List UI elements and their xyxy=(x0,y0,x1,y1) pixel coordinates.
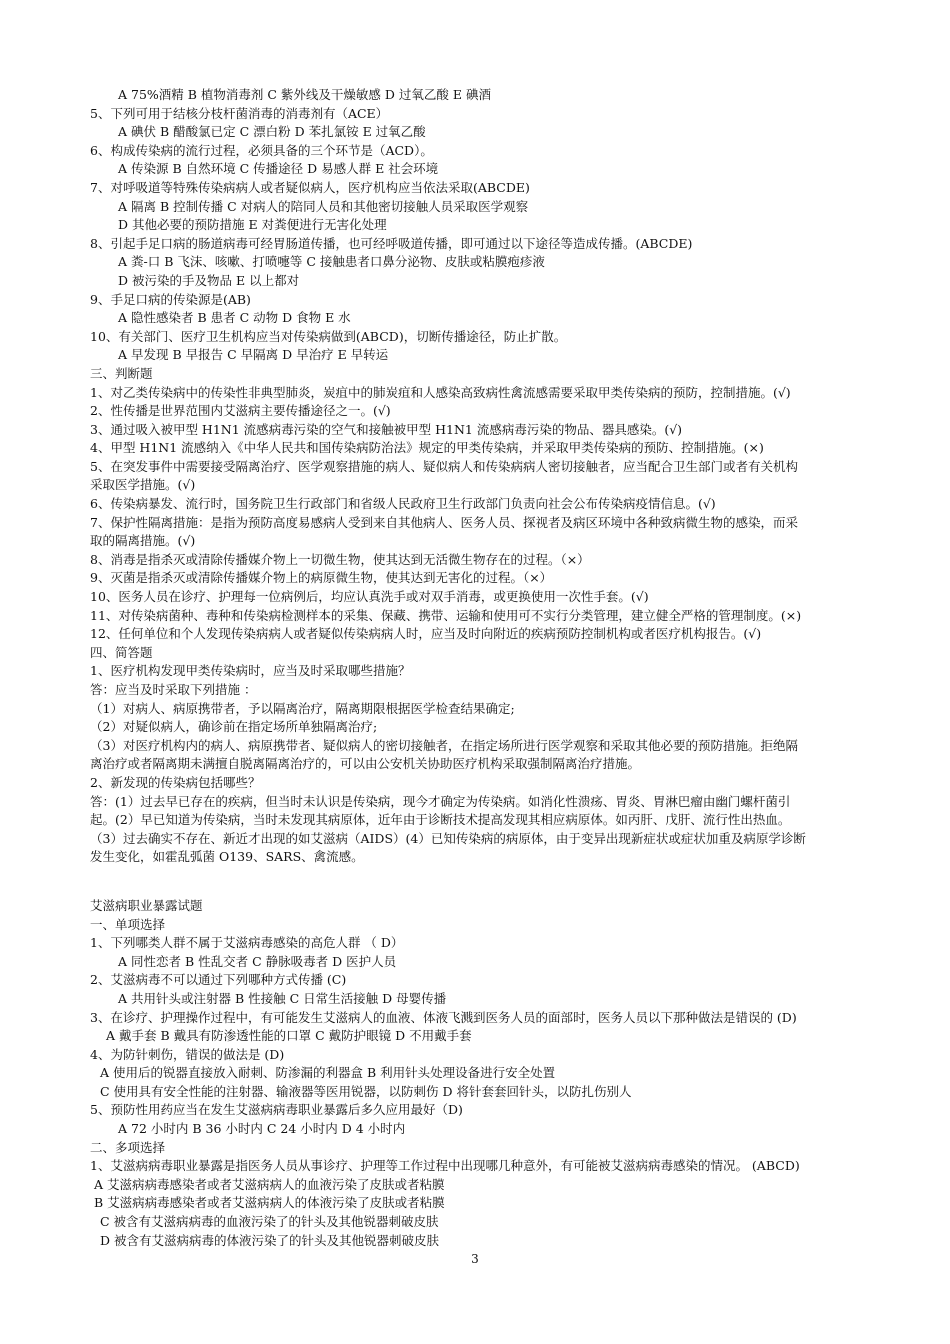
text-line: 1、医疗机构发现甲类传染病时，应当及时采取哪些措施？ xyxy=(90,663,411,679)
text-line: 8、消毒是指杀灭或清除传播媒介物上一切微生物，使其达到无活微生物存在的过程。（×） xyxy=(90,551,590,567)
text-line: C 被含有艾滋病病毒的血液污染了的针头及其他锐器刺破皮肤 xyxy=(100,1214,439,1230)
section-heading: 四、简答题 xyxy=(90,644,153,660)
text-line: A 传染源 B 自然环境 C 传播途径 D 易感人群 E 社会环境 xyxy=(118,161,439,177)
text-line: 5、预防性用药应当在发生艾滋病病毒职业暴露后多久应用最好（D) xyxy=(90,1102,463,1118)
text-line: 9、灭菌是指杀灭或清除传播媒介物上的病原微生物，使其达到无害化的过程。（×） xyxy=(90,570,553,586)
text-line: 10、医务人员在诊疗、护理每一位病例后，均应认真洗手或对双手消毒，或更换使用一次性手套。(√) xyxy=(90,589,649,605)
text-line: 10、有关部门、医疗卫生机构应当对传染病做到(ABCD)，切断传播途径，防止扩散。 xyxy=(90,328,567,344)
text-line: 发生变化，如霍乱弧菌 O139、SARS、禽流感。 xyxy=(90,849,364,865)
text-line: D 被污染的手及物品 E 以上都对 xyxy=(118,272,300,288)
text-line: 11、对传染病菌种、毒种和传染病检测样本的采集、保藏、携带、运输和使用可不实行分类管理，建立健全严格的管理制度。(×) xyxy=(90,607,802,623)
text-line: 3、通过吸入被甲型 H1N1 流感病毒污染的空气和接触被甲型 H1N1 流感病毒污染的物品、器具感染。(√) xyxy=(90,421,683,437)
text-line: D 其他必要的预防措施 E 对粪便进行无害化处理 xyxy=(118,217,387,233)
text-line: 12、任何单位和个人发现传染病病人或者疑似传染病病人时，应当及时向附近的疾病预防控制机构或者医疗机构报告。(√) xyxy=(90,626,762,642)
text-line: 2、新发现的传染病包括哪些？ xyxy=(90,774,261,790)
text-line: A 粪-口 B 飞沫、咳嗽、打喷嚏等 C 接触患者口鼻分泌物、皮肤或粘膜疱疹液 xyxy=(118,254,545,270)
text-line: 4、为防针刺伤，错误的做法是 (D) xyxy=(90,1046,285,1062)
text-line: A 碘伏 B 醋酸氯已定 C 漂白粉 D 苯扎氯铵 E 过氧乙酸 xyxy=(118,124,426,140)
text-line: 1、对乙类传染病中的传染性非典型肺炎，炭疽中的肺炭疽和人感染高致病性禽流感需要采取甲类传染病的预防，控制措施。(√) xyxy=(90,384,791,400)
text-line: 3、在诊疗、护理操作过程中，有可能发生艾滋病人的血液、体液飞溅到医务人员的面部时，医务人员以下那种做法是错误的 (D) xyxy=(90,1009,797,1025)
text-line: （2）对疑似病人，确诊前在指定场所单独隔离治疗; xyxy=(90,719,378,735)
text-line: A 戴手套 B 戴具有防渗透性能的口罩 C 戴防护眼镜 D 不用戴手套 xyxy=(106,1028,472,1044)
text-line: （3）过去确实不存在、新近才出现的如艾滋病（AIDS）(4）已知传染病的病原体，由于变异出现新症状或症状加重及病原学诊断 xyxy=(90,830,806,846)
page-content xyxy=(90,86,902,1250)
text-line: 8、引起手足口病的肠道病毒可经胃肠道传播，也可经呼吸道传播，即可通过以下途径等造成传播。(ABCDE) xyxy=(90,235,693,251)
text-line: 答：(1）过去早已存在的疾病，但当时未认识是传染病，现今才确定为传染病。如消化性溃疡、胃炎、胃淋巴瘤由幽门螺杆菌引 xyxy=(90,793,791,809)
text-line: A 使用后的锐器直接放入耐刺、防渗漏的利器盒 B 利用针头处理设备进行安全处置 xyxy=(100,1065,556,1081)
text-line: A 72 小时内 B 36 小时内 C 24 小时内 D 4 小时内 xyxy=(118,1121,406,1137)
text-line: D 被含有艾滋病病毒的体液污染了的针头及其他锐器刺破皮肤 xyxy=(100,1232,439,1248)
text-line: 1、艾滋病病毒职业暴露是指医务人员从事诊疗、护理等工作过程中出现哪几种意外，有可能被艾滋病病毒感染的情况。 (ABCD) xyxy=(90,1158,800,1174)
section-heading: 三、判断题 xyxy=(90,365,153,381)
section-heading: 一、单项选择 xyxy=(90,916,166,932)
text-line: 2、性传播是世界范围内艾滋病主要传播途径之一。(√) xyxy=(90,403,391,419)
section-gap xyxy=(90,867,902,897)
section-title: 艾滋病职业暴露试题 xyxy=(90,897,203,913)
text-line: 1、下列哪类人群不属于艾滋病毒感染的高危人群 （ D） xyxy=(90,935,404,951)
text-line: 5、下列可用于结核分枝杆菌消毒的消毒剂有（ACE） xyxy=(90,105,389,121)
text-line: A 共用针头或注射器 B 性接触 C 日常生活接触 D 母婴传播 xyxy=(118,990,447,1006)
text-line: A 75%酒精 B 植物消毒剂 C 紫外线及干燥敏感 D 过氧乙酸 E 碘酒 xyxy=(118,87,491,102)
text-line: （3）对医疗机构内的病人、病原携带者、疑似病人的密切接触者，在指定场所进行医学观察和采取其他必要的预防措施。拒绝隔 xyxy=(90,737,798,753)
text-line: 7、对呼吸道等特殊传染病病人或者疑似病人，医疗机构应当依法采取(ABCDE) xyxy=(90,179,530,195)
text-line: C 使用具有安全性能的注射器、输液器等医用锐器，以防刺伤 D 将针套套回针头，以防扎伤别人 xyxy=(100,1083,632,1099)
section-heading: 二、多项选择 xyxy=(90,1139,166,1155)
text-line: 6、传染病暴发、流行时，国务院卫生行政部门和省级人民政府卫生行政部门负责向社会公布传染病疫情信息。(√) xyxy=(90,496,716,512)
text-line: A 隔离 B 控制传播 C 对病人的陪同人员和其他密切接触人员采取医学观察 xyxy=(118,198,529,214)
page-number: 3 xyxy=(471,1252,479,1266)
text-line: A 早发现 B 早报告 C 早隔离 D 早治疗 E 早转运 xyxy=(118,347,389,363)
text-line: B 艾滋病病毒感染者或者艾滋病病人的体液污染了皮肤或者粘膜 xyxy=(94,1195,445,1211)
text-line: A 同性恋者 B 性乱交者 C 静脉吸毒者 D 医护人员 xyxy=(118,953,397,969)
text-line: 6、构成传染病的流行过程，必须具备的三个环节是（ACD）。 xyxy=(90,142,433,158)
text-line: 5、在突发事件中需要接受隔离治疗、医学观察措施的病人、疑似病人和传染病病人密切接触者，应当配合卫生部门或者有关机构 xyxy=(90,458,798,474)
text-line: 采取医学措施。(√) xyxy=(90,477,196,493)
text-line: 2、艾滋病毒不可以通过下列哪种方式传播 (C) xyxy=(90,972,347,988)
text-line: 起。(2）早已知道为传染病，当时未发现其病原体，近年由于诊断技术提高发现其相应病原体。如丙肝、戊肝、流行性出热血。 xyxy=(90,812,791,828)
text-line: A 隐性感染者 B 患者 C 动物 D 食物 E 水 xyxy=(118,310,351,326)
text-line: A 艾滋病病毒感染者或者艾滋病病人的血液污染了皮肤或者粘膜 xyxy=(94,1176,445,1192)
text-line: 取的隔离措施。(√) xyxy=(90,533,196,549)
text-line: （1）对病人、病原携带者，予以隔离治疗，隔离期限根据医学检查结果确定; xyxy=(90,700,515,716)
text-line: 7、保护性隔离措施：是指为预防高度易感病人受到来自其他病人、医务人员、探视者及病区环境中各种致病微生物的感染，而采 xyxy=(90,514,798,530)
text-line: 离治疗或者隔离期未满擅自脱离隔离治疗的，可以由公安机关协助医疗机构采取强制隔离治疗措施。 xyxy=(90,756,641,772)
text-line: 4、甲型 H1N1 流感纳入《中华人民共和国传染病防治法》规定的甲类传染病，并采取甲类传染病的预防、控制措施。(×) xyxy=(90,440,764,456)
text-line: 答：应当及时采取下列措施 ： xyxy=(90,682,257,697)
text-line: 9、手足口病的传染源是(AB) xyxy=(90,291,251,307)
